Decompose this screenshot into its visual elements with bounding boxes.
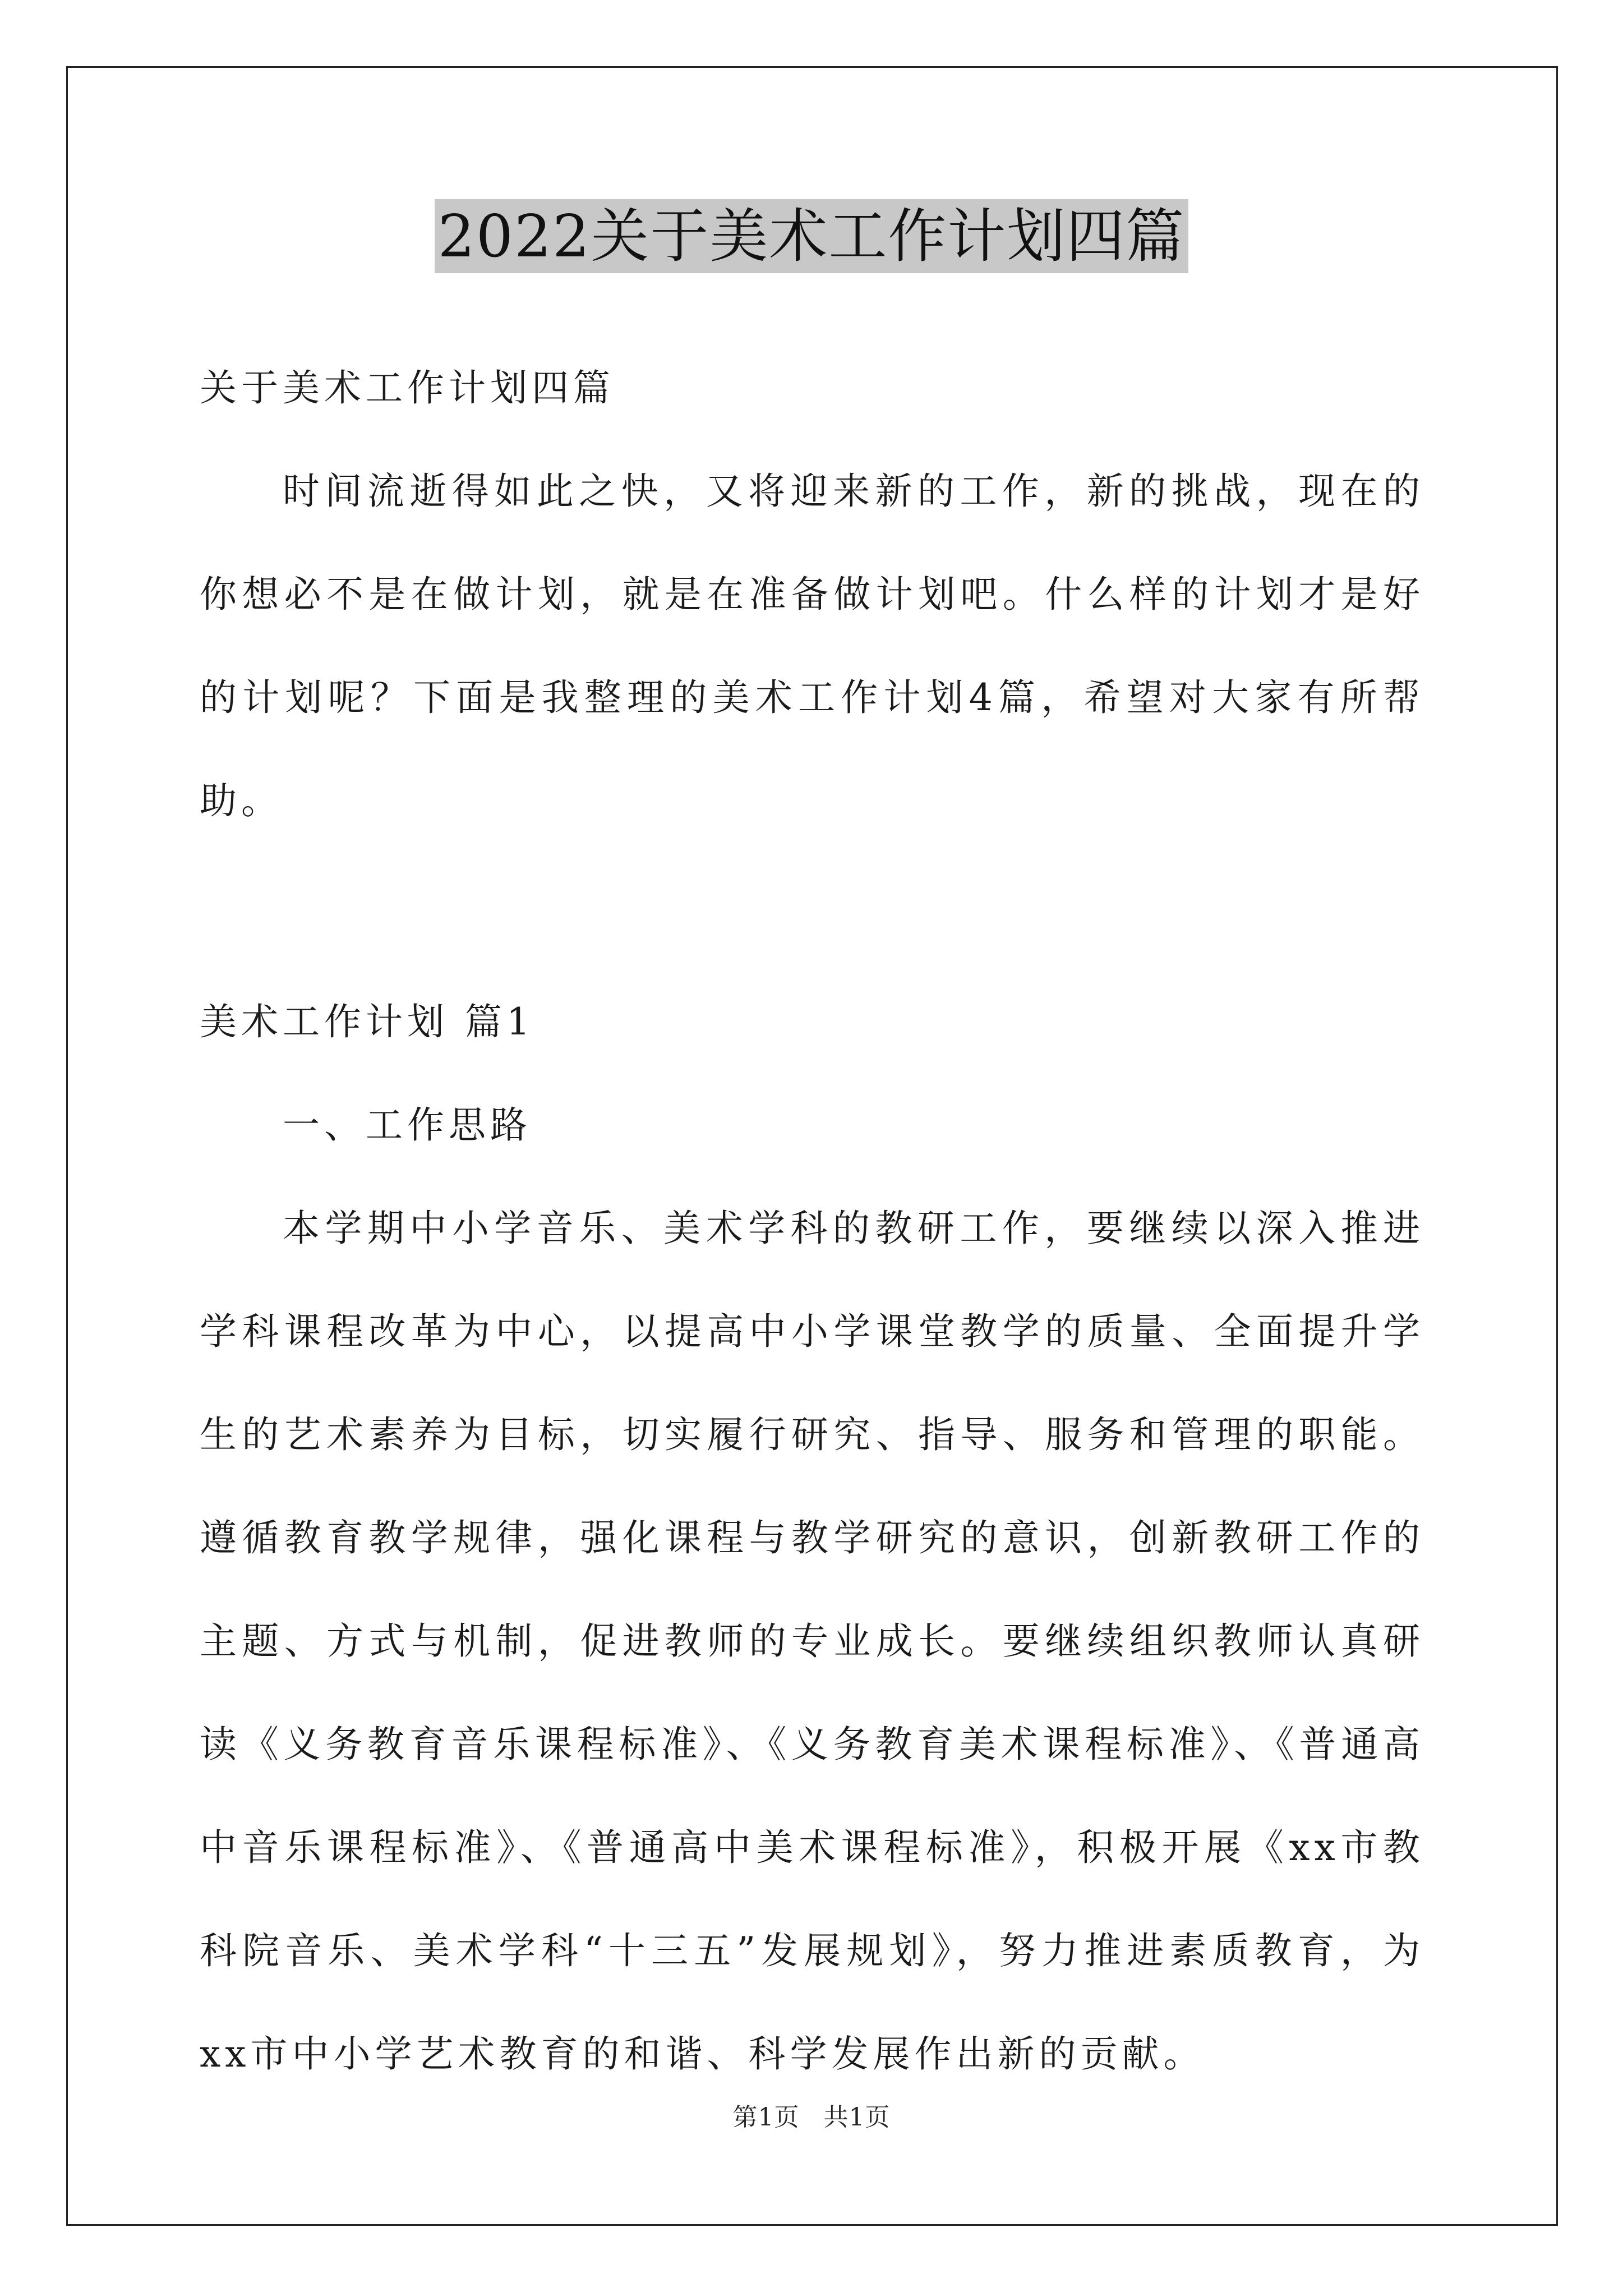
body-paragraph: 本学期中小学音乐、美术学科的教研工作，要继续以深入推进学科课程改革为中心，以提高中小学课堂教学的质量、全面提升学生的艺术素养为目标，切实履行研究、指导、服务和管理的职能。遵循教育教学规律，强化课程与教学研究的意识，创新教研工作的主题、方式与机制，促进教师的专业成长。要继续组织教师认真研读《义务教育音乐课程标准》、《义务教育美术课程标准》、《普通高中音乐课程标准》、《普通高中美术课程标准》，积极开展《xx市教科院音乐、美术学科“十三五”发展规划》，努力推进素质教育，为xx市中小学艺术教育的和谐、科学发展作出新的贡献。 bbox=[200, 1207, 1424, 2076]
intro-paragraph: 时间流逝得如此之快，又将迎来新的工作，新的挑战，现在的你想必不是在做计划，就是在准备做计划吧。什么样的计划才是好的计划呢？下面是我整理的美术工作计划4篇，希望对大家有所帮助。 bbox=[200, 470, 1424, 822]
page-total: 共1页 bbox=[823, 2103, 891, 2132]
title-container bbox=[0, 199, 1623, 273]
section-subheading: 一、工作思路 bbox=[283, 1103, 532, 1147]
section-heading: 美术工作计划 篇1 bbox=[200, 1000, 534, 1043]
page-footer bbox=[0, 2097, 1623, 2133]
document-title: 2022关于美术工作计划四篇 bbox=[435, 199, 1189, 273]
document-body bbox=[200, 337, 1424, 2106]
page-number: 第1页 bbox=[732, 2103, 800, 2132]
document-subtitle: 关于美术工作计划四篇 bbox=[200, 366, 615, 409]
